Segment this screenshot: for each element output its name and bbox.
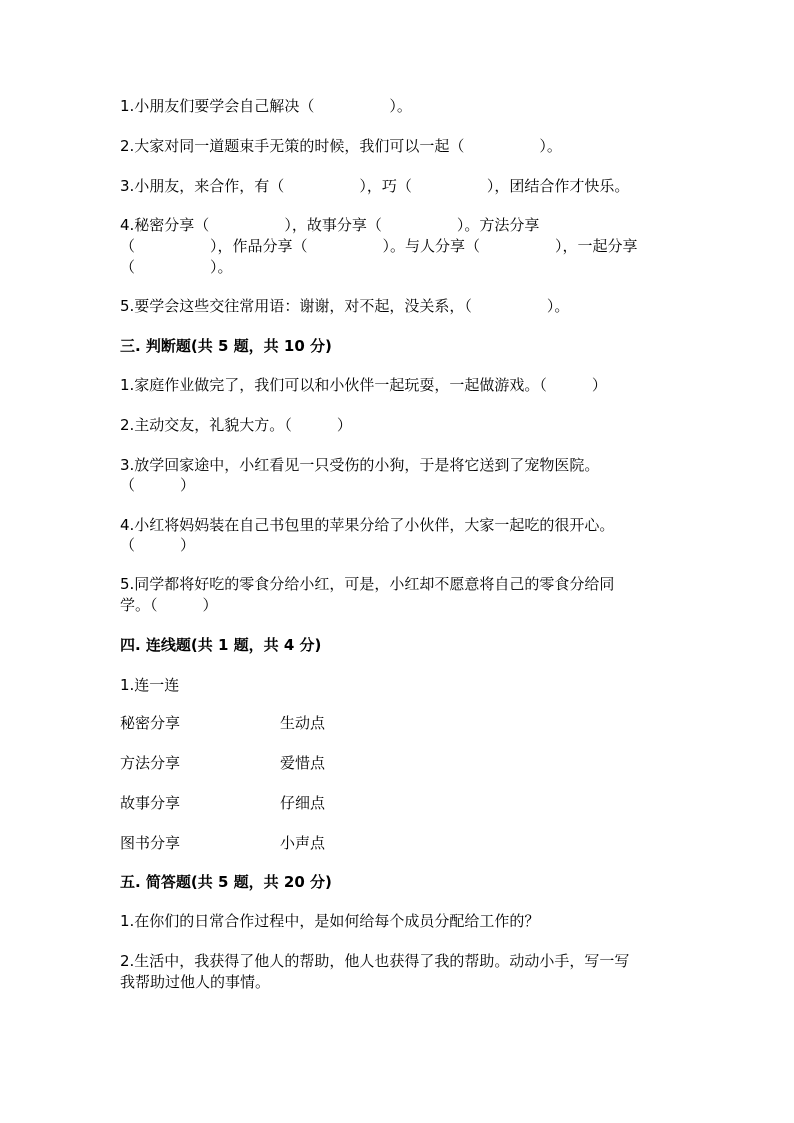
short-answer-section-heading: 五. 简答题(共 5 题，共 20 分) [120, 873, 332, 891]
matching-left-item: 秘密分享 [120, 714, 181, 732]
short-answer-question-2-line-1: 2.生活中，我获得了他人的帮助，他人也获得了我的帮助。动动小手，写一写 [120, 952, 630, 970]
matching-right-item: 爱惜点 [280, 754, 326, 772]
fill-blank-question-2: 2.大家对同一道题束手无策的时候，我们可以一起（ ）。 [120, 137, 562, 155]
matching-section-heading: 四. 连线题(共 1 题，共 4 分) [120, 636, 322, 654]
judge-section-heading: 三. 判断题(共 5 题，共 10 分) [120, 337, 332, 355]
judge-question-3-line-1: 3.放学回家途中，小红看见一只受伤的小狗，于是将它送到了宠物医院。 [120, 456, 600, 474]
fill-blank-question-3: 3.小朋友，来合作，有（ ），巧（ ），团结合作才快乐。 [120, 177, 630, 195]
fill-blank-question-1: 1.小朋友们要学会自己解决（ ）。 [120, 97, 412, 115]
judge-question-2: 2.主动交友，礼貌大方。（ ） [120, 416, 352, 434]
short-answer-question-2-line-2: 我帮助过他人的事情。 [120, 973, 271, 991]
matching-right-item: 仔细点 [280, 794, 326, 812]
matching-question-1: 1.连一连 [120, 676, 180, 694]
matching-left-item: 故事分享 [120, 794, 181, 812]
fill-blank-question-4-line-1: 4.秘密分享（ ），故事分享（ ）。方法分享 [120, 216, 540, 234]
judge-question-4-line-2: （ ） [120, 536, 196, 554]
judge-question-5-line-2: 学。（ ） [120, 596, 218, 614]
matching-left-item: 方法分享 [120, 754, 181, 772]
fill-blank-question-5: 5.要学会这些交往常用语：谢谢，对不起，没关系，（ ）。 [120, 297, 570, 315]
matching-right-item: 小声点 [280, 834, 326, 852]
matching-left-item: 图书分享 [120, 834, 181, 852]
fill-blank-question-4-line-3: （ ）。 [120, 258, 233, 276]
short-answer-question-1: 1.在你们的日常合作过程中，是如何给每个成员分配给工作的？ [120, 912, 540, 930]
judge-question-4-line-1: 4.小红将妈妈装在自己书包里的苹果分给了小伙伴，大家一起吃的很开心。 [120, 516, 615, 534]
judge-question-3-line-2: （ ） [120, 476, 196, 494]
matching-right-item: 生动点 [280, 714, 326, 732]
fill-blank-question-4-line-2: （ ），作品分享（ ）。与人分享（ ），一起分享 [120, 237, 638, 255]
judge-question-5-line-1: 5.同学都将好吃的零食分给小红，可是，小红却不愿意将自己的零食分给同 [120, 575, 615, 593]
judge-question-1: 1.家庭作业做完了，我们可以和小伙伴一起玩耍，一起做游戏。（ ） [120, 376, 607, 394]
